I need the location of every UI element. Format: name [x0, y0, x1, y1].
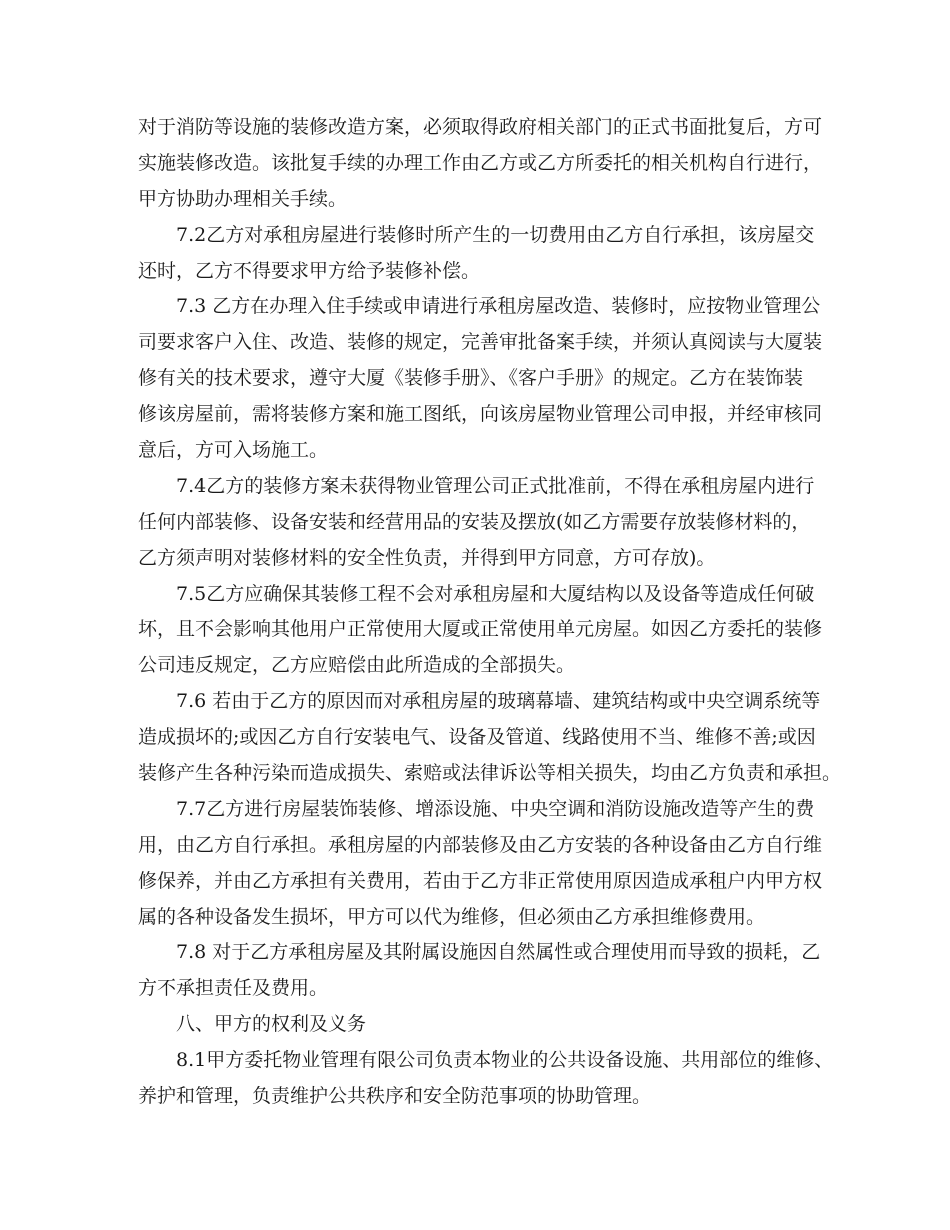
text-line: 任何内部装修、设备安装和经营用品的安装及摆放(如乙方需要存放装修材料的， — [138, 510, 811, 533]
text-line: 修该房屋前，需将装修方案和施工图纸，向该房屋物业管理公司申报，并经审核同 — [138, 403, 823, 426]
text-line: 用，由乙方自行承担。承租房屋的内部装修及由乙方安装的各种设备由乙方自行维 — [138, 833, 823, 856]
clause-7-5-line: 7.5乙方应确保其装修工程不会对承租房屋和大厦结构以及设备等造成任何破 — [176, 582, 815, 605]
document-body — [138, 110, 842, 1115]
text-line: 修有关的技术要求，遵守大厦《装修手册》、《客户手册》的规定。乙方在装饰装 — [138, 367, 804, 390]
text-line: 公司违反规定，乙方应赔偿由此所造成的全部损失。 — [138, 654, 576, 677]
text-line: 修保养，并由乙方承担有关费用，若由于乙方非正常使用原因造成承租户内甲方权 — [138, 869, 823, 892]
text-line: 属的各种设备发生损坏，甲方可以代为维修，但必须由乙方承担维修费用。 — [138, 905, 766, 928]
text-line: 司要求客户入住、改造、装修的规定，完善审批备案手续，并须认真阅读与大厦装 — [138, 331, 823, 354]
clause-7-6-line: 7.6 若由于乙方的原因而对承租房屋的玻璃幕墙、建筑结构或中央空调系统等 — [176, 690, 821, 713]
clause-7-2-line: 7.2乙方对承租房屋进行装修时所产生的一切费用由乙方自行承担，该房屋交 — [176, 223, 815, 246]
text-line: 养护和管理，负责维护公共秩序和安全防范事项的协助管理。 — [138, 1085, 652, 1108]
clause-8-1-line: 8.1甲方委托物业管理有限公司负责本物业的公共设备设施、共用部位的维修、 — [176, 1049, 834, 1072]
text-line: 意后，方可入场施工。 — [138, 439, 329, 462]
text-line: 方不承担责任及费用。 — [138, 977, 329, 1000]
text-line: 装修产生各种污染而造成损失、索赔或法律诉讼等相关损失，均由乙方负责和承担。 — [138, 762, 842, 785]
text-line: 实施装修改造。该批复手续的办理工作由乙方或乙方所委托的相关机构自行进行， — [138, 151, 823, 174]
clause-7-7-line: 7.7乙方进行房屋装饰装修、增添设施、中央空调和消防设施改造等产生的费 — [176, 797, 815, 820]
text-line: 还时，乙方不得要求甲方给予装修补偿。 — [138, 259, 481, 282]
text-line: 坏，且不会影响其他用户正常使用大厦或正常使用单元房屋。如因乙方委托的装修 — [138, 618, 823, 641]
section-heading: 八、甲方的权利及义务 — [176, 1013, 367, 1036]
clause-7-3-line: 7.3 乙方在办理入住手续或申请进行承租房屋改造、装修时，应按物业管理公 — [176, 295, 821, 318]
clause-7-4-line: 7.4乙方的装修方案未获得物业管理公司正式批准前，不得在承租房屋内进行 — [176, 474, 815, 497]
text-line: 造成损坏的;或因乙方自行安装电气、设备及管道、线路使用不当、维修不善;或因 — [138, 726, 816, 749]
text-line: 对于消防等设施的装修改造方案，必须取得政府相关部门的正式书面批复后，方可 — [138, 116, 823, 138]
clause-7-8-line: 7.8 对于乙方承租房屋及其附属设施因自然属性或合理使用而导致的损耗，乙 — [176, 941, 821, 964]
text-line: 甲方协助办理相关手续。 — [138, 187, 348, 210]
text-line: 乙方须声明对装修材料的安全性负责，并得到甲方同意，方可存放)。 — [138, 546, 716, 569]
